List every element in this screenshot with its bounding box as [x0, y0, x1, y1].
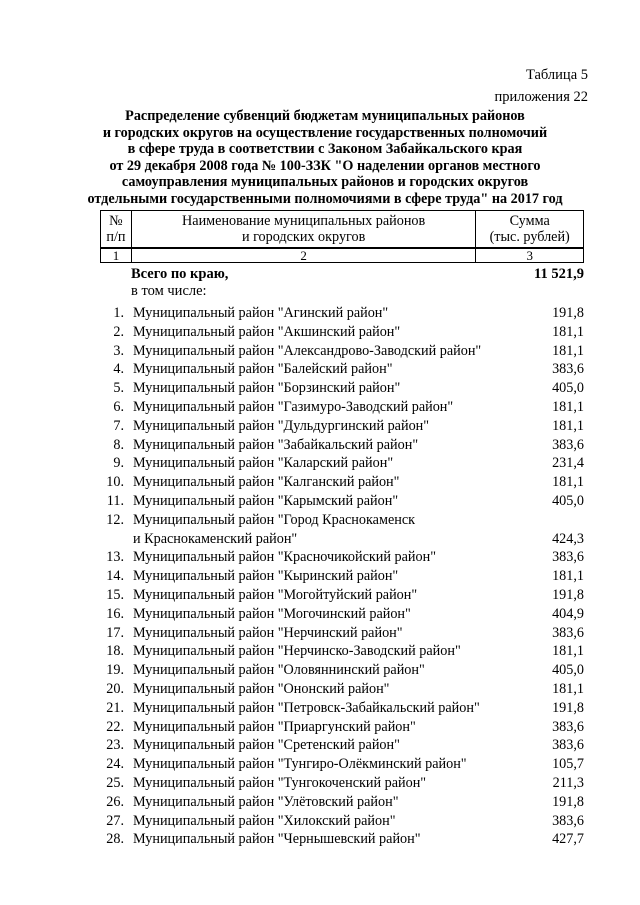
subvention-amount: 181,1 — [552, 568, 584, 585]
district-name-line: Муниципальный район "Хилокский район" — [133, 812, 396, 829]
column-numbers-row — [100, 248, 584, 263]
district-name — [133, 642, 461, 661]
subvention-amount: 383,6 — [552, 737, 584, 754]
district-name-line: Муниципальный район "Ононский район" — [133, 680, 390, 697]
subvention-amount: 181,1 — [552, 680, 584, 697]
table-row — [100, 436, 584, 455]
district-name — [133, 605, 411, 624]
table-row — [100, 624, 584, 643]
including-label: в том числе: — [131, 283, 207, 299]
subvention-amount: 405,0 — [552, 662, 584, 679]
table-row — [100, 379, 584, 398]
row-number: 28. — [106, 831, 124, 848]
row-number: 26. — [106, 793, 124, 810]
district-name — [133, 342, 481, 361]
district-name-line: Муниципальный район "Тунгокоченский район" — [133, 774, 427, 791]
district-name — [133, 736, 400, 755]
district-name — [133, 492, 398, 511]
district-name — [133, 379, 400, 398]
table-row — [100, 605, 584, 624]
subvention-amount: 191,8 — [552, 699, 584, 716]
district-name — [133, 586, 417, 605]
table-row — [100, 398, 584, 417]
subvention-amount: 405,0 — [552, 380, 584, 397]
subvention-amount: 181,1 — [552, 398, 584, 415]
row-number: 25. — [106, 774, 124, 791]
district-name-line: Муниципальный район "Улётовский район" — [133, 793, 399, 810]
subvention-amount: 427,7 — [552, 831, 584, 848]
table-row — [100, 342, 584, 361]
subvention-amount: 105,7 — [552, 756, 584, 773]
title-line: самоуправления муниципальных районов и городских округов — [121, 174, 529, 190]
table-row — [100, 567, 584, 586]
district-name-line: Муниципальный район "Нерчинско-Заводский район" — [133, 643, 461, 660]
district-name — [133, 793, 399, 812]
table-row — [100, 417, 584, 436]
table-header — [100, 210, 584, 248]
district-name-line: Муниципальный район "Александрово-Заводский район" — [133, 342, 482, 359]
row-number: 22. — [106, 718, 124, 735]
district-name — [133, 567, 398, 586]
district-name-line: Муниципальный район "Забайкальский район" — [133, 436, 419, 453]
district-name-line: Муниципальный район "Каларский район" — [133, 455, 394, 472]
row-number: 6. — [113, 398, 124, 415]
header-text: п/п — [106, 229, 126, 245]
district-name-line: Муниципальный район "Красночикойский район" — [133, 549, 437, 566]
title-line: в сфере труда в соответствии с Законом Забайкальского края — [127, 141, 523, 157]
table-row — [100, 511, 584, 549]
district-name — [133, 511, 415, 549]
district-name — [133, 436, 418, 455]
district-name — [133, 699, 480, 718]
table-row — [100, 736, 584, 755]
row-number: 18. — [106, 643, 124, 660]
subvention-amount: 181,1 — [552, 323, 584, 340]
column-number: 1 — [101, 249, 132, 263]
row-number: 10. — [106, 474, 124, 491]
district-name — [133, 812, 396, 831]
district-list — [100, 304, 584, 849]
table-row — [100, 680, 584, 699]
table-row — [100, 774, 584, 793]
district-name-line: Муниципальный район "Чернышевский район" — [133, 831, 421, 848]
row-number: 17. — [106, 624, 124, 641]
table-row — [100, 323, 584, 342]
header-text: (тыс. рублей) — [489, 229, 570, 245]
district-name-line: Муниципальный район "Калганский район" — [133, 474, 400, 491]
table-row — [100, 304, 584, 323]
subvention-amount: 231,4 — [552, 455, 584, 472]
header-text: Сумма — [509, 213, 550, 229]
table-row — [100, 661, 584, 680]
title-line: от 29 декабря 2008 года № 100-ЗЗК "О наделении органов местного — [109, 157, 541, 174]
row-number: 13. — [106, 549, 124, 566]
subvention-amount: 383,6 — [552, 624, 584, 641]
district-name — [133, 661, 425, 680]
district-name-line: Муниципальный район "Газимуро-Заводский район" — [133, 398, 454, 415]
district-name-line: Муниципальный район "Дульдургинский район" — [133, 417, 430, 434]
district-name — [133, 548, 436, 567]
header-sum-cell — [476, 211, 584, 248]
header-name-cell — [131, 211, 475, 248]
district-name-line: Муниципальный район "Могойтуйский район" — [133, 586, 418, 603]
header-text: № — [109, 213, 123, 229]
row-number: 2. — [113, 323, 124, 340]
title-line: и городских округов на осуществление государственных полномочий — [102, 124, 548, 141]
district-name-line: Муниципальный район "Акшинский район" — [133, 323, 401, 340]
district-name-line: Муниципальный район "Тунгиро-Олёкминский район" — [133, 756, 467, 773]
header-text: Наименование муниципальных районов — [182, 213, 426, 229]
district-name — [133, 454, 393, 473]
row-number: 4. — [113, 361, 124, 378]
subvention-amount: 211,3 — [552, 774, 584, 791]
district-name — [133, 398, 453, 417]
district-name — [133, 360, 392, 379]
table-row — [100, 812, 584, 831]
table-number-label: Таблица 5 — [525, 67, 588, 83]
row-number: 3. — [113, 342, 124, 359]
subvention-amount: 181,1 — [552, 342, 584, 359]
header-number-cell — [101, 211, 132, 248]
subvention-amount: 191,8 — [552, 305, 584, 321]
row-number: 24. — [106, 756, 124, 773]
row-number: 11. — [106, 492, 124, 509]
row-number: 8. — [113, 436, 124, 453]
district-name-line: Муниципальный район "Нерчинский район" — [133, 624, 403, 641]
table-row — [100, 830, 584, 849]
district-name-line: Муниципальный район "Кыринский район" — [133, 568, 399, 585]
district-name-line: Муниципальный район "Балейский район" — [133, 361, 393, 378]
subvention-amount: 405,0 — [552, 492, 584, 509]
table-row — [100, 548, 584, 567]
district-name-line: Муниципальный район "Агинский район" — [133, 305, 389, 321]
column-number: 2 — [131, 249, 476, 263]
district-name — [133, 323, 400, 342]
district-name — [133, 680, 389, 699]
table-row — [100, 586, 584, 605]
subvention-amount: 383,6 — [552, 718, 584, 735]
district-name — [133, 473, 399, 492]
row-number: 20. — [106, 680, 124, 697]
district-name — [133, 304, 388, 323]
district-name-line: Муниципальный район "Могочинский район" — [133, 605, 411, 622]
row-number: 12. — [106, 511, 124, 528]
subvention-amount: 181,1 — [552, 643, 584, 660]
table-row — [100, 642, 584, 661]
row-number: 19. — [106, 662, 124, 679]
row-number: 1. — [113, 305, 124, 321]
table-row — [100, 793, 584, 812]
subvention-amount: 181,1 — [552, 474, 584, 491]
table-row — [100, 492, 584, 511]
row-number: 15. — [106, 586, 124, 603]
district-name-line: Муниципальный район "Приаргунский район" — [133, 718, 416, 735]
header-text: и городских округов — [241, 229, 366, 245]
column-number: 3 — [476, 249, 584, 263]
total-label: Всего по краю, — [131, 266, 229, 282]
district-name-line: Муниципальный район "Оловяннинский район" — [133, 662, 425, 679]
district-name — [133, 624, 403, 643]
total-value: 11 521,9 — [534, 266, 584, 282]
table-row — [100, 699, 584, 718]
table-row — [100, 360, 584, 379]
subvention-amount: 191,8 — [552, 586, 584, 603]
table-row — [100, 755, 584, 774]
appendix-label: приложения 22 — [494, 89, 588, 105]
table-row — [100, 718, 584, 737]
subvention-amount: 383,6 — [552, 549, 584, 566]
row-number: 14. — [106, 568, 124, 585]
row-number: 9. — [113, 455, 124, 472]
title-line: отдельными государственными полномочиями в сфере труда" на 2017 год — [87, 190, 563, 207]
document-title — [85, 108, 565, 207]
subvention-amount: 424,3 — [552, 530, 584, 547]
district-name-line: Муниципальный район "Петровск-Забайкальский район" — [133, 699, 480, 716]
row-number: 5. — [113, 380, 124, 397]
table-row — [100, 473, 584, 492]
subvention-amount: 404,9 — [552, 605, 584, 622]
district-name-line: Муниципальный район "Сретенский район" — [133, 737, 400, 754]
district-name-line: Муниципальный район "Борзинский район" — [133, 380, 401, 397]
subvention-amount: 191,8 — [552, 793, 584, 810]
district-name — [133, 755, 467, 774]
row-number: 23. — [106, 737, 124, 754]
title-line: Распределение субвенций бюджетам муниципальных районов — [125, 108, 525, 124]
district-name — [133, 830, 421, 849]
subvention-amount: 383,6 — [552, 812, 584, 829]
table-row — [100, 454, 584, 473]
subvention-amount: 181,1 — [552, 417, 584, 434]
district-name-line: Муниципальный район "Город Краснокаменск — [133, 511, 416, 528]
row-number: 7. — [113, 417, 124, 434]
district-name — [133, 718, 416, 737]
row-number: 21. — [106, 699, 124, 716]
row-number: 27. — [106, 812, 124, 829]
district-name — [133, 774, 426, 793]
district-name-line: Муниципальный район "Карымский район" — [133, 492, 399, 509]
subvention-amount: 383,6 — [552, 361, 584, 378]
district-name — [133, 417, 429, 436]
subvention-amount: 383,6 — [552, 436, 584, 453]
row-number: 16. — [106, 605, 124, 622]
district-name-line: и Краснокаменский район" — [133, 530, 298, 547]
